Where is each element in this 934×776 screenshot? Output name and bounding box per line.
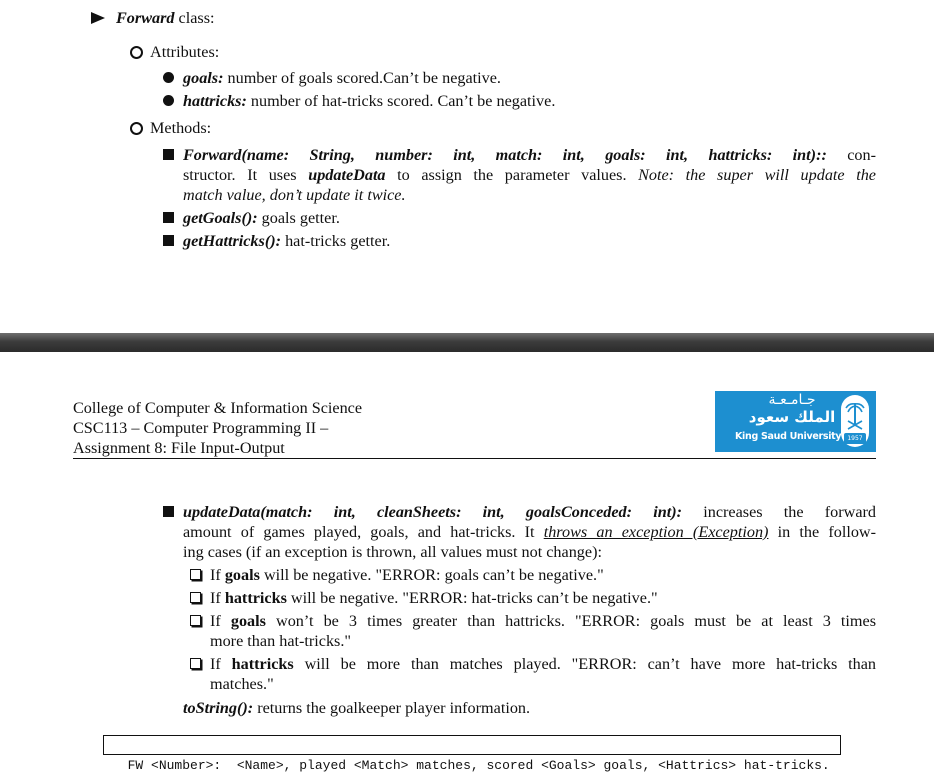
case-text: won’t be 3 times greater than hattricks. "ERROR: goals must be at least 3 times bbox=[265, 612, 877, 630]
header-course: CSC113 – Computer Programming II – bbox=[73, 419, 329, 437]
case-text: will be negative. "ERROR: goals can’t be negative." bbox=[259, 566, 604, 584]
update-data-line-1 bbox=[183, 502, 876, 522]
constructor-note: Note: the super will update the bbox=[638, 166, 876, 184]
attribute-goals bbox=[183, 68, 501, 88]
case-hattricks-matches-cont: matches." bbox=[210, 675, 274, 693]
constructor-line-1 bbox=[183, 145, 876, 165]
checkbox-bullet-icon bbox=[190, 569, 201, 580]
attribute-hattricks bbox=[183, 91, 555, 111]
constructor-text: structor. It uses bbox=[183, 166, 309, 184]
case-text: If bbox=[210, 655, 232, 673]
constructor-text: to assign the parameter values. bbox=[385, 166, 639, 184]
method-name: getGoals(): bbox=[183, 209, 258, 227]
open-circle-bullet-icon bbox=[130, 46, 143, 59]
university-logo bbox=[715, 391, 876, 452]
checkbox-bullet-icon bbox=[190, 615, 201, 626]
update-data-text: increases the forward bbox=[682, 503, 876, 521]
case-field: hattricks bbox=[224, 589, 287, 607]
header-assignment: Assignment 8: File Input-Output bbox=[73, 439, 285, 457]
method-get-hattricks bbox=[183, 231, 390, 251]
filled-circle-bullet-icon bbox=[163, 72, 174, 83]
square-bullet-icon bbox=[163, 506, 174, 517]
filled-circle-bullet-icon bbox=[163, 95, 174, 106]
update-data-ref: updateData bbox=[308, 166, 386, 184]
checkbox-bullet-icon bbox=[190, 658, 201, 669]
method-name: toString(): bbox=[183, 699, 254, 717]
case-field: hattricks bbox=[231, 655, 294, 673]
attribute-desc: number of goals scored.Can’t be negative. bbox=[223, 69, 501, 87]
to-string-method bbox=[183, 698, 530, 718]
constructor-line-3: match value, don’t update it twice. bbox=[183, 186, 406, 204]
forward-class-heading bbox=[116, 8, 215, 28]
update-data-line-3: ing cases (if an exception is thrown, all values must not change): bbox=[183, 543, 602, 561]
case-text: If bbox=[210, 612, 231, 630]
square-bullet-icon bbox=[163, 235, 174, 246]
case-text: will be more than matches played. "ERROR: can’t have more hat-tricks than bbox=[293, 655, 877, 673]
case-text: If bbox=[210, 589, 225, 607]
methods-label: Methods: bbox=[150, 119, 212, 137]
method-desc: hat-tricks getter. bbox=[281, 232, 391, 250]
square-bullet-icon bbox=[163, 149, 174, 160]
header-college: College of Computer & Information Science bbox=[73, 399, 363, 417]
method-desc: returns the goalkeeper player information. bbox=[253, 699, 531, 717]
logo-badge-year: 1957 bbox=[847, 435, 863, 442]
constructor-line-2 bbox=[183, 165, 876, 185]
page-separator bbox=[0, 333, 934, 352]
logo-arabic-line-1: جـامـعـة bbox=[768, 392, 816, 408]
arrow-bullet-icon bbox=[91, 12, 105, 24]
square-bullet-icon bbox=[163, 212, 174, 223]
palm-emblem-icon bbox=[841, 395, 869, 447]
exception-link[interactable]: throws an exception (Exception) bbox=[543, 523, 769, 541]
output-format-box bbox=[103, 735, 841, 773]
logo-arabic-line-2: الملك سعود bbox=[748, 408, 836, 426]
case-field: goals bbox=[230, 612, 266, 630]
forward-class-suffix: class: bbox=[174, 9, 215, 27]
header-rule bbox=[73, 458, 876, 459]
output-format-text: FW <Number>: <Name>, played <Match> matches, scored <Goals> goals, <Hattrics> hat-tricks. bbox=[127, 758, 830, 773]
attribute-desc: number of hat-tricks scored. Can’t be negative. bbox=[246, 92, 556, 110]
constructor-signature: Forward(name: String, number: int, match: int, goals: int, hattricks: int):: bbox=[183, 146, 827, 164]
case-field: goals bbox=[224, 566, 260, 584]
attribute-name: goals: bbox=[183, 69, 224, 87]
checkbox-bullet-icon bbox=[190, 592, 201, 603]
case-goals-ratio-cont: more than hat-tricks." bbox=[210, 632, 352, 650]
attributes-label: Attributes: bbox=[150, 43, 220, 61]
method-desc: goals getter. bbox=[257, 209, 340, 227]
logo-english: King Saud University bbox=[735, 431, 842, 442]
forward-class-name: Forward bbox=[116, 9, 175, 27]
open-circle-bullet-icon bbox=[130, 122, 143, 135]
case-goals-ratio bbox=[210, 611, 876, 631]
constructor-text: con- bbox=[826, 146, 876, 164]
case-hattricks-negative bbox=[210, 588, 658, 608]
update-data-line-2 bbox=[183, 522, 876, 542]
update-data-signature: updateData(match: int, cleanSheets: int, goalsConceded: int): bbox=[183, 503, 683, 521]
attribute-name: hattricks: bbox=[183, 92, 247, 110]
case-hattricks-matches bbox=[210, 654, 876, 674]
method-name: getHattricks(): bbox=[183, 232, 282, 250]
update-data-text: in the follow- bbox=[768, 523, 877, 541]
case-text: If bbox=[210, 566, 225, 584]
case-goals-negative bbox=[210, 565, 604, 585]
case-text: will be negative. "ERROR: hat-tricks can’t be negative." bbox=[286, 589, 658, 607]
update-data-text: amount of games played, goals, and hat-tricks. It bbox=[183, 523, 544, 541]
method-get-goals bbox=[183, 208, 340, 228]
